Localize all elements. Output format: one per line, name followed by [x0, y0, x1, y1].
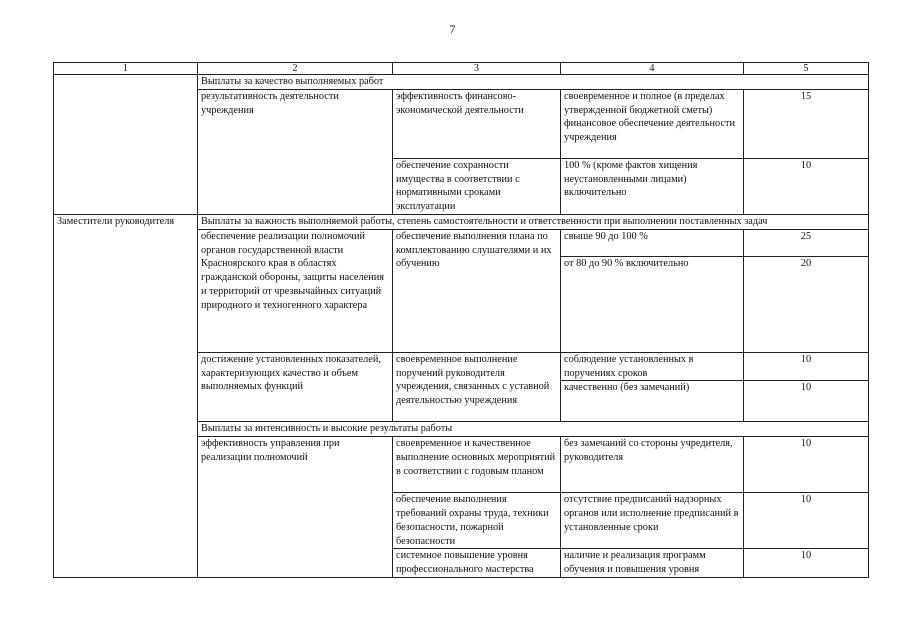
- points-cell: 10: [744, 158, 869, 214]
- column-number-1: 1: [54, 63, 198, 75]
- points-cell: 10: [744, 352, 869, 381]
- points-cell: 25: [744, 229, 869, 256]
- indicator-cell: обеспечение реализации полномочий органов государственной власти Красноярского края в областях гражданской обороны, защиты населения и территорий от чрезвычайных ситуаций природного и техногенного характера: [198, 229, 393, 352]
- column-number-3: 3: [393, 63, 561, 75]
- criteria-cell: свыше 90 до 100 %: [561, 229, 744, 256]
- position-cell-empty: [54, 75, 198, 215]
- section-title-row: [54, 75, 869, 90]
- column-numbers-row: [54, 63, 869, 75]
- position-cell: Заместители руководителя: [54, 214, 198, 577]
- condition-cell: обеспечение выполнения требований охраны труда, техники безопасности, пожарной безопасности: [393, 493, 561, 549]
- criteria-cell: своевременное и полное (в пределах утвержденной бюджетной сметы) финансовое обеспечение деятельности учреждения: [561, 89, 744, 158]
- points-cell: 10: [744, 493, 869, 549]
- payments-table: [53, 62, 869, 578]
- points-cell: 10: [744, 381, 869, 422]
- indicator-cell: достижение установленных показателей, характеризующих качество и объем выполняемых функций: [198, 352, 393, 422]
- criteria-cell: отсутствие предписаний надзорных органов или исполнение предписаний в установленные сроки: [561, 493, 744, 549]
- column-number-4: 4: [561, 63, 744, 75]
- criteria-cell: соблюдение установленных в поручениях сроков: [561, 352, 744, 381]
- points-cell: 15: [744, 89, 869, 158]
- points-cell: 20: [744, 256, 869, 352]
- condition-cell: системное повышение уровня профессионального мастерства: [393, 549, 561, 578]
- points-cell: 10: [744, 437, 869, 493]
- section-title-importance: Выплаты за важность выполняемой работы, степень самостоятельности и ответственности при выполнении поставленных задач: [198, 214, 869, 229]
- section-title-intensity: Выплаты за интенсивность и высокие результаты работы: [198, 422, 869, 437]
- condition-cell: обеспечение выполнения плана по комплектованию слушателями и их обучению: [393, 229, 561, 352]
- criteria-cell: 100 % (кроме фактов хищения неустановленными лицами) включительно: [561, 158, 744, 214]
- indicator-cell: результативность деятельности учреждения: [198, 89, 393, 214]
- criteria-cell: без замечаний со стороны учредителя, руководителя: [561, 437, 744, 493]
- criteria-cell: наличие и реализация программ обучения и повышения уровня: [561, 549, 744, 578]
- condition-cell: обеспечение сохранности имущества в соответствии с нормативными сроками эксплуатации: [393, 158, 561, 214]
- criteria-cell: от 80 до 90 % включительно: [561, 256, 744, 352]
- condition-cell: эффективность финансово-экономической деятельности: [393, 89, 561, 158]
- indicator-cell: эффективность управления при реализации полномочий: [198, 437, 393, 578]
- points-cell: 10: [744, 549, 869, 578]
- condition-cell: своевременное и качественное выполнение основных мероприятий в соответствии с годовым планом: [393, 437, 561, 493]
- criteria-cell: качественно (без замечаний): [561, 381, 744, 422]
- page-number: 7: [449, 22, 456, 36]
- section-title-quality: Выплаты за качество выполняемых работ: [198, 75, 869, 90]
- condition-cell: своевременное выполнение поручений руководителя учреждения, связанных с уставной деятельностью учреждения: [393, 352, 561, 422]
- section-title-row: [54, 214, 869, 229]
- column-number-5: 5: [744, 63, 869, 75]
- column-number-2: 2: [198, 63, 393, 75]
